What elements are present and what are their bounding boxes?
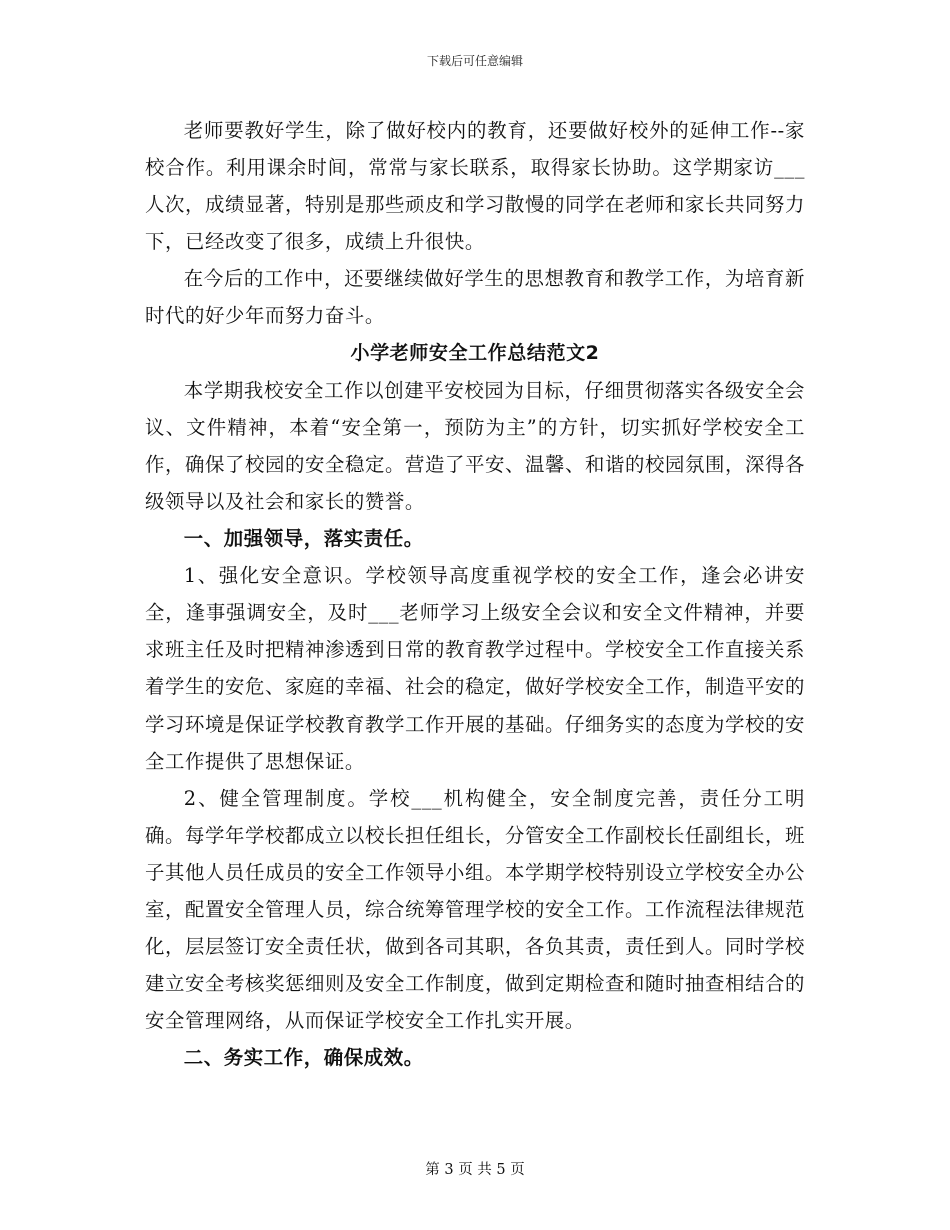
paragraph-safety-intro: 本学期我校安全工作以创建平安校园为目标，仔细贯彻落实各级安全会议、文件精神，本着“安全第一，预防为主”的方针，切实抓好学校安全工作，确保了校园的安全稳定。营造了平安、温馨、和谐的校园氛围，深得各级领导以及社会和家长的赞誉。 bbox=[145, 378, 805, 513]
page-header: 下载后可任意编辑 bbox=[426, 54, 523, 68]
paragraph-home-school-cooperation: 老师要教好学生，除了做好校内的教育，还要做好校外的延伸工作--家校合作。利用课余时间，常常与家长联系，取得家长协助。这学期家访___人次，成绩显著，特别是那些顽皮和学习散慢的同学在老师和家长共同努力下，已经改变了很多，成绩上升很快。 bbox=[145, 119, 805, 254]
document-title: 小学老师安全工作总结范文2 bbox=[350, 341, 600, 364]
paragraph-safety-awareness: 1、强化安全意识。学校领导高度重视学校的安全工作，逢会必讲安全，逢事强调安全，及时___老师学习上级安全会议和安全文件精神，并要求班主任及时把精神渗透到日常的教育教学过程中。学校安全工作直接关系着学生的安危、家庭的幸福、社会的稳定，做好学校安全工作，制造平安的学习环境是保证学校教育教学工作开展的基础。仔细务实的态度为学校的安全工作提供了思想保证。 bbox=[145, 564, 805, 773]
section-heading-leadership: 一、加强领导，落实责任。 bbox=[183, 527, 424, 551]
paragraph-management-system: 2、健全管理制度。学校___机构健全，安全制度完善，责任分工明确。每学年学校都成立以校长担任组长，分管安全工作副校长任副组长，班子其他人员任成员的安全工作领导小组。本学期学校特别设立学校安全办公室，配置安全管理人员，综合统筹管理学校的安全工作。工作流程法律规范化，层层签订安全责任状，做到各司其职，各负其责，责任到人。同时学校建立安全考核奖惩细则及安全工作制度，做到定期检查和随时抽查相结合的安全管理网络，从而保证学校安全工作扎实开展。 bbox=[145, 786, 805, 1033]
document-body bbox=[145, 112, 805, 1076]
section-heading-practical-work: 二、务实工作，确保成效。 bbox=[183, 1046, 424, 1070]
page-number-footer: 第 3 页 共 5 页 bbox=[425, 1162, 525, 1178]
paragraph-future-work: 在今后的工作中，还要继续做好学生的思想教育和教学工作，为培育新时代的好少年而努力奋斗。 bbox=[145, 267, 805, 328]
